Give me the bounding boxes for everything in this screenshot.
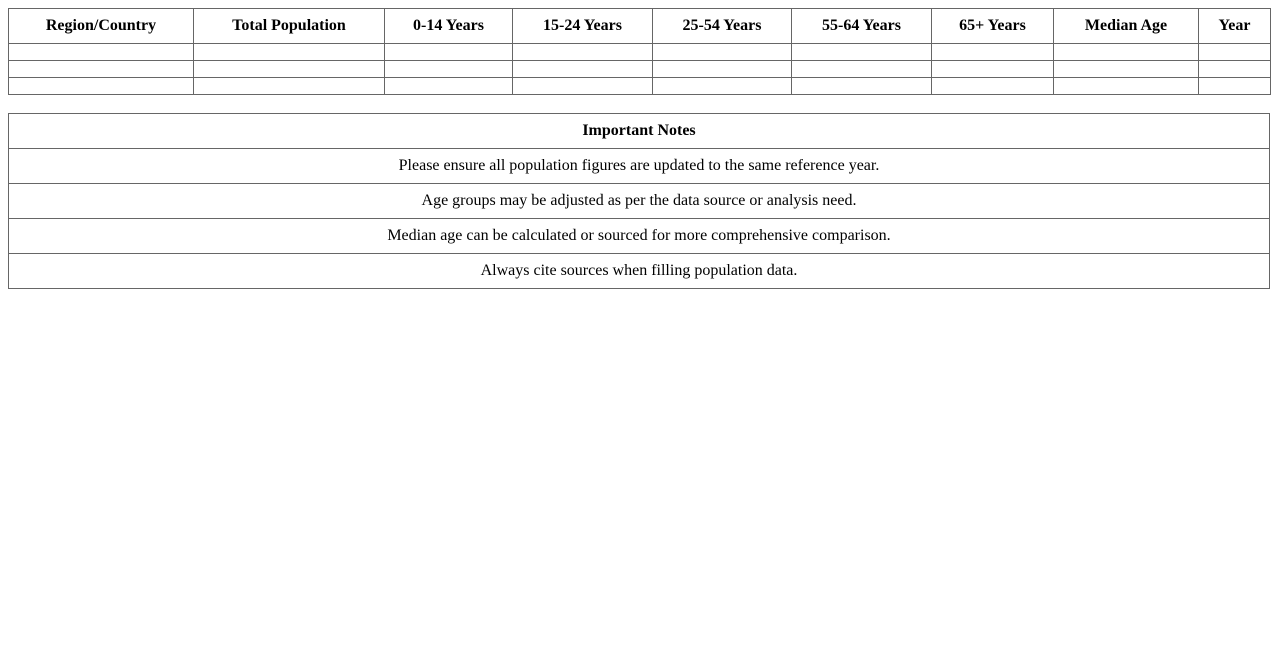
table-cell [1054,78,1199,95]
table-header-row [9,9,1271,44]
table-cell [194,61,385,78]
table-cell [792,78,932,95]
table-cell [653,44,792,61]
table-cell [513,44,653,61]
table-cell [1199,78,1271,95]
notes-header-row [9,114,1270,149]
header-0-14-years: 0-14 Years [385,9,513,44]
list-item [9,149,1270,184]
list-item [9,254,1270,289]
table-cell [385,61,513,78]
table-row [9,44,1271,61]
header-65-plus-years: 65+ Years [932,9,1054,44]
table-cell [9,61,194,78]
table-cell [194,44,385,61]
table-cell [932,44,1054,61]
notes-table [8,113,1270,289]
notes-title: Important Notes [9,114,1270,149]
header-year: Year [1199,9,1271,44]
list-item [9,184,1270,219]
note-cite-sources: Always cite sources when filling population data. [9,254,1270,289]
table-cell [792,61,932,78]
table-cell [1054,44,1199,61]
table-cell [1199,61,1271,78]
header-region-country: Region/Country [9,9,194,44]
table-cell [932,61,1054,78]
table-cell [194,78,385,95]
header-total-population: Total Population [194,9,385,44]
table-cell [9,44,194,61]
table-row [9,61,1271,78]
table-cell [9,78,194,95]
table-cell [932,78,1054,95]
table-cell [385,78,513,95]
table-cell [653,78,792,95]
table-cell [385,44,513,61]
table-cell [513,78,653,95]
table-cell [1054,61,1199,78]
table-row [9,78,1271,95]
note-age-groups: Age groups may be adjusted as per the data source or analysis need. [9,184,1270,219]
population-table [8,8,1271,95]
note-median-age: Median age can be calculated or sourced for more comprehensive comparison. [9,219,1270,254]
header-55-64-years: 55-64 Years [792,9,932,44]
header-25-54-years: 25-54 Years [653,9,792,44]
list-item [9,219,1270,254]
table-cell [653,61,792,78]
note-reference-year: Please ensure all population figures are updated to the same reference year. [9,149,1270,184]
table-cell [1199,44,1271,61]
header-15-24-years: 15-24 Years [513,9,653,44]
table-cell [513,61,653,78]
header-median-age: Median Age [1054,9,1199,44]
table-cell [792,44,932,61]
